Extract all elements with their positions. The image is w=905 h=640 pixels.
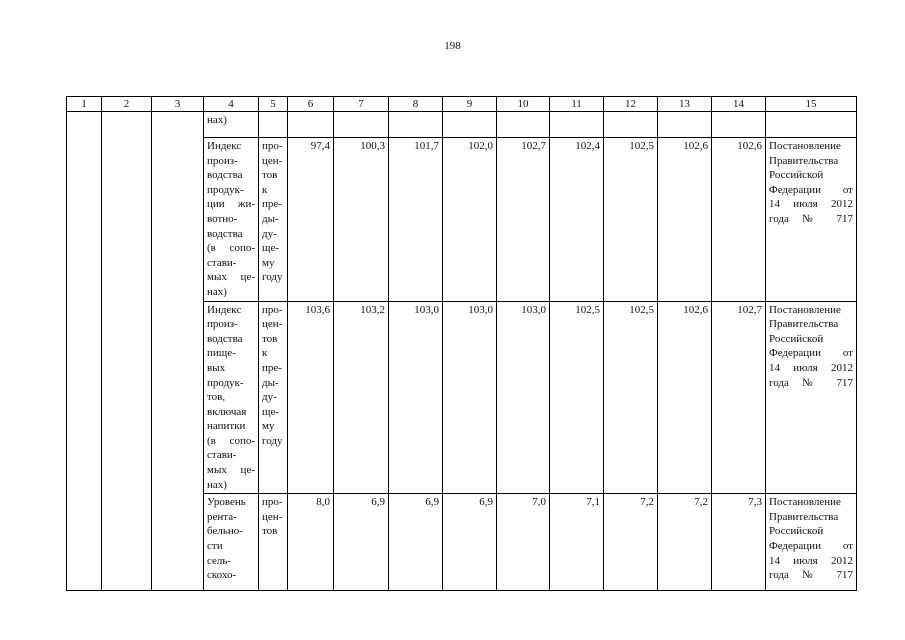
- value-cell: 103,0: [389, 301, 443, 494]
- value-cell: 103,0: [497, 301, 550, 494]
- unit-line: ды-: [262, 376, 279, 389]
- column-number-1: 1: [67, 97, 102, 112]
- legal-basis-line: Российской: [769, 332, 824, 345]
- value-cell: 7,2: [658, 494, 712, 591]
- legal-basis-line: Постановление: [769, 496, 841, 509]
- value-cell: 103,6: [288, 301, 334, 494]
- legal-basis-cell: [766, 301, 857, 494]
- value-cell: 6,9: [334, 494, 389, 591]
- value-cell: 7,0: [497, 494, 550, 591]
- value-cell: 102,6: [658, 138, 712, 302]
- indicator-name-line: водства: [207, 227, 243, 240]
- unit-line: му: [262, 420, 275, 433]
- value-cell: 8,0: [288, 494, 334, 591]
- legal-basis-line: года № 717: [769, 376, 853, 389]
- legal-basis-line: 14 июля 2012: [769, 554, 853, 567]
- unit-line: цен-: [262, 154, 283, 167]
- indicator-name-line: произ-: [207, 318, 238, 331]
- unit-cell: [259, 138, 288, 302]
- legal-basis-cell: [766, 494, 857, 591]
- unit-line: про-: [262, 496, 283, 509]
- column-number-13: 13: [658, 97, 712, 112]
- unit-line: пре-: [262, 361, 282, 374]
- value-cell: 102,7: [497, 138, 550, 302]
- value-cell: 6,9: [389, 494, 443, 591]
- legal-basis-line: года № 717: [769, 569, 853, 582]
- value-cell: 101,7: [389, 138, 443, 302]
- column-number-3: 3: [152, 97, 204, 112]
- unit-line: про-: [262, 303, 283, 316]
- empty-unit: [259, 112, 288, 138]
- indicator-name-line: пище-: [207, 347, 236, 360]
- value-cell: 102,6: [712, 138, 766, 302]
- indicator-name-line: продук-: [207, 183, 244, 196]
- column-number-row: [67, 97, 857, 112]
- unit-line: пре-: [262, 198, 282, 211]
- unit-line: цен-: [262, 510, 283, 523]
- legal-basis-line: Российской: [769, 169, 824, 182]
- value-cell: 6,9: [443, 494, 497, 591]
- continuation-row: [67, 112, 857, 138]
- unit-line: тов к: [262, 169, 278, 196]
- indicator-name-line: бельно-: [207, 525, 243, 538]
- value-cell: 102,5: [604, 138, 658, 302]
- indicator-name-line: тов,: [207, 391, 226, 404]
- legal-basis-line: Российской: [769, 525, 824, 538]
- column-number-9: 9: [443, 97, 497, 112]
- indicator-name-line: мых це-: [207, 464, 255, 477]
- legal-basis-line: Постановление: [769, 303, 841, 316]
- legal-basis-cell: [766, 138, 857, 302]
- value-cell: 7,2: [604, 494, 658, 591]
- indicator-name: [204, 138, 259, 302]
- indicator-name-line: Индекс: [207, 140, 242, 152]
- legal-basis-line: Правительства: [769, 510, 839, 523]
- unit-line: ды-: [262, 212, 279, 225]
- unit-cell: [259, 494, 288, 591]
- indicator-name-line: Уровень: [207, 496, 246, 509]
- indicator-name-line: Индекс: [207, 303, 242, 316]
- indicator-name-line: мых це-: [207, 271, 255, 284]
- column-number-12: 12: [604, 97, 658, 112]
- col-1-cell: [67, 112, 102, 591]
- indicator-name-line: сель-: [207, 554, 232, 567]
- indicator-name: [204, 301, 259, 494]
- value-cell: 102,7: [712, 301, 766, 494]
- indicator-name-line: рента-: [207, 510, 237, 523]
- unit-line: тов к: [262, 332, 278, 360]
- indicator-name-line: скохо-: [207, 569, 237, 582]
- legal-basis-line: Правительства: [769, 318, 839, 331]
- indicator-name-line: продук-: [207, 376, 244, 389]
- column-number-4: 4: [204, 97, 259, 112]
- page-number: 198: [444, 40, 461, 52]
- legal-basis-line: Правительства: [769, 154, 839, 167]
- unit-line: ще-: [262, 405, 280, 418]
- indicator-name-line: включая: [207, 405, 247, 418]
- unit-line: году: [262, 434, 283, 447]
- indicators-table: [66, 96, 857, 591]
- unit-line: му: [262, 256, 275, 269]
- legal-basis-line: Федерации от: [769, 183, 853, 196]
- value-cell: 7,3: [712, 494, 766, 591]
- indicator-name-line: вотно-: [207, 212, 238, 225]
- indicator-name-line: водства: [207, 332, 243, 345]
- value-cell: 103,2: [334, 301, 389, 494]
- legal-basis-line: года № 717: [769, 212, 853, 225]
- legal-basis-line: 14 июля 2012: [769, 198, 853, 211]
- unit-line: ду-: [262, 391, 277, 404]
- column-number-15: 15: [766, 97, 857, 112]
- value-cell: 102,5: [604, 301, 658, 494]
- unit-line: ду-: [262, 227, 277, 240]
- indicator-name-line: стави-: [207, 256, 237, 269]
- indicator-name-line: нах): [207, 285, 227, 298]
- continued-name: нах): [204, 112, 259, 138]
- value-cell: 102,4: [550, 138, 604, 302]
- legal-basis-line: Постановление: [769, 140, 841, 152]
- column-number-11: 11: [550, 97, 604, 112]
- indicator-name-line: сти: [207, 540, 223, 553]
- indicator-name-line: вых: [207, 361, 226, 374]
- indicator-name-line: произ-: [207, 154, 238, 167]
- unit-line: году: [262, 271, 283, 284]
- indicator-name-line: ции жи-: [207, 198, 255, 211]
- indicator-name: [204, 494, 259, 591]
- legal-basis-line: Федерации от: [769, 347, 853, 360]
- value-cell: 102,5: [550, 301, 604, 494]
- legal-basis-line: Федерации от: [769, 540, 853, 553]
- col-3-cell: [152, 112, 204, 591]
- unit-line: тов: [262, 525, 278, 538]
- col-2-cell: [102, 112, 152, 591]
- column-number-8: 8: [389, 97, 443, 112]
- column-number-7: 7: [334, 97, 389, 112]
- value-cell: 7,1: [550, 494, 604, 591]
- indicator-name-line: (в сопо-: [207, 242, 255, 255]
- indicator-name-line: (в сопо-: [207, 434, 255, 447]
- indicator-name-line: водства: [207, 169, 243, 182]
- unit-line: ще-: [262, 242, 280, 255]
- value-cell: 103,0: [443, 301, 497, 494]
- value-cell: 97,4: [288, 138, 334, 302]
- unit-line: цен-: [262, 318, 283, 331]
- column-number-2: 2: [102, 97, 152, 112]
- column-number-5: 5: [259, 97, 288, 112]
- value-cell: 102,0: [443, 138, 497, 302]
- value-cell: 102,6: [658, 301, 712, 494]
- indicator-name-line: напитки: [207, 420, 246, 433]
- column-number-14: 14: [712, 97, 766, 112]
- column-number-10: 10: [497, 97, 550, 112]
- unit-line: про-: [262, 140, 283, 152]
- column-number-6: 6: [288, 97, 334, 112]
- legal-basis-line: 14 июля 2012: [769, 361, 853, 374]
- indicator-name-line: стави-: [207, 449, 237, 462]
- unit-cell: [259, 301, 288, 494]
- value-cell: 100,3: [334, 138, 389, 302]
- indicator-name-line: нах): [207, 478, 227, 491]
